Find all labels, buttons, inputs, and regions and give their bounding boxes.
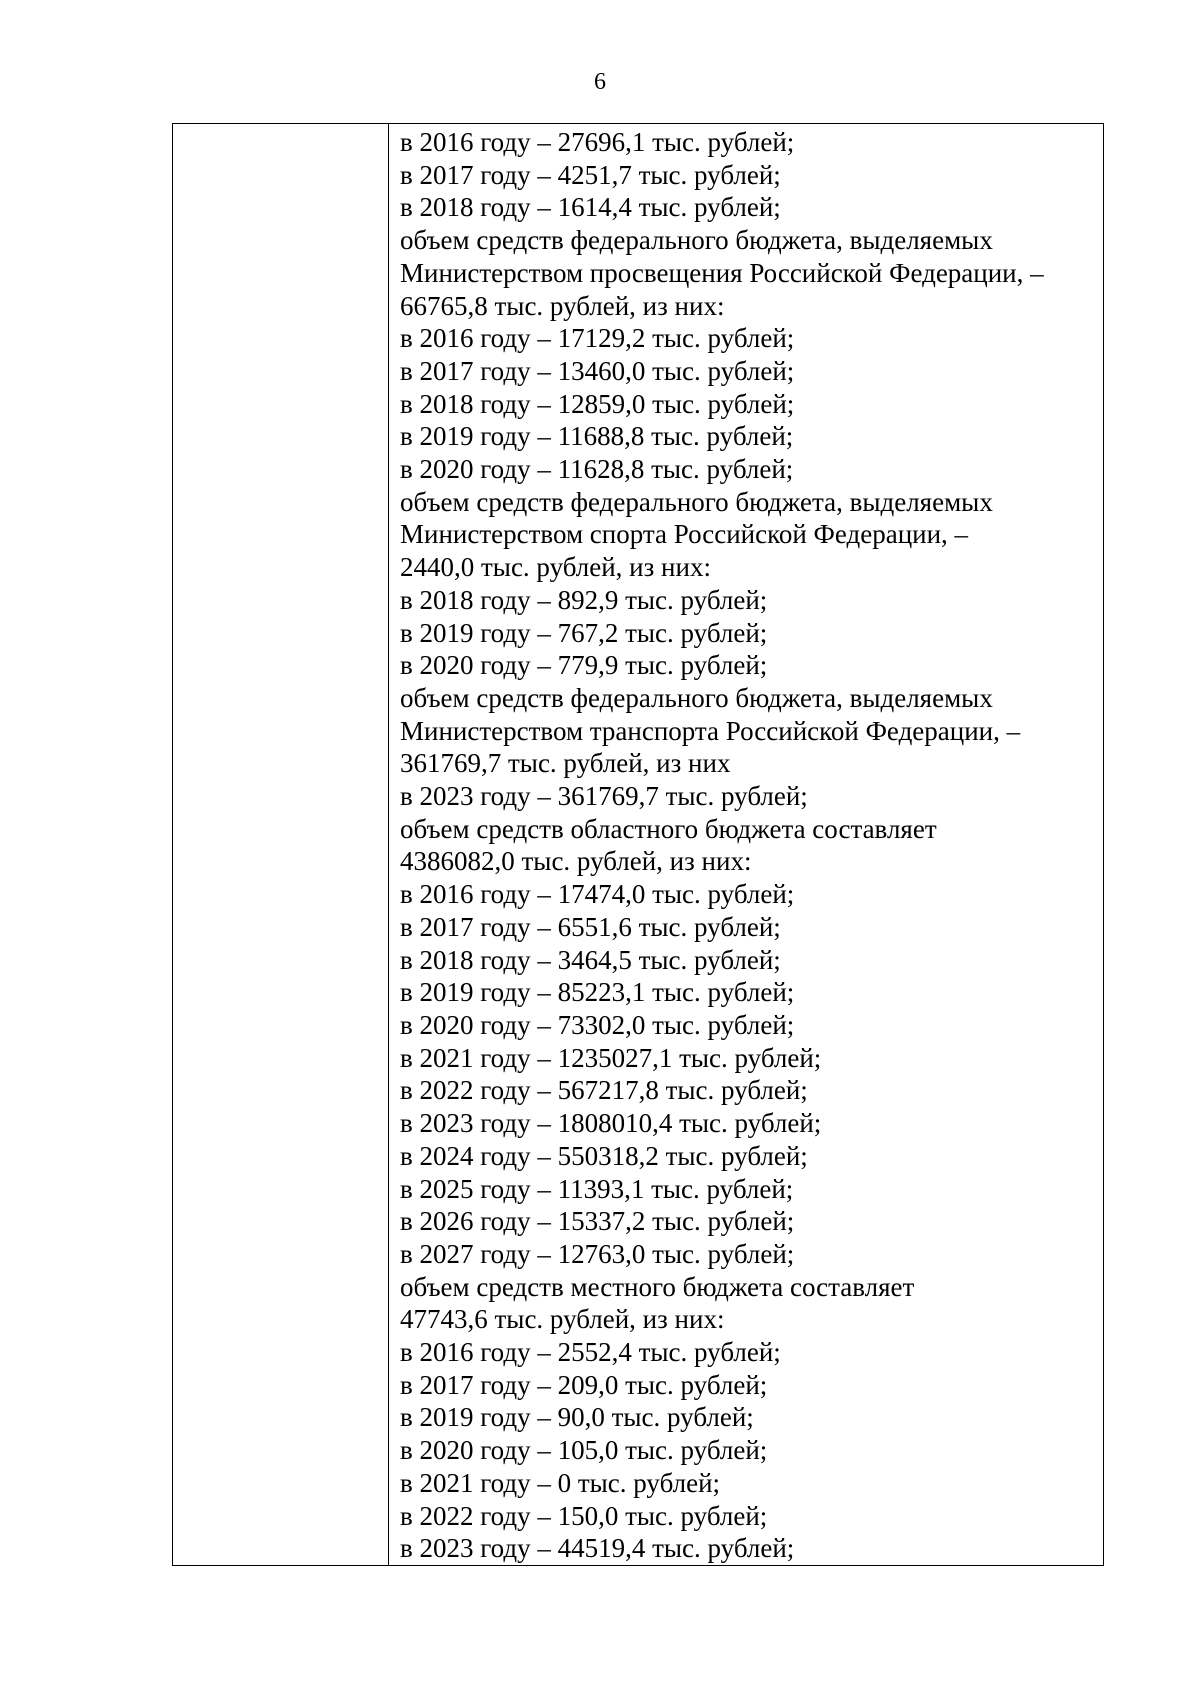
text-line: 4386082,0 тыс. рублей, из них:: [400, 846, 752, 877]
table-left-cell: [173, 124, 389, 1565]
text-line: в 2016 году – 17474,0 тыс. рублей;: [400, 879, 795, 910]
text-line: в 2026 году – 15337,2 тыс. рублей;: [400, 1206, 795, 1237]
text-line: объем средств федерального бюджета, выделяемых: [400, 682, 993, 713]
text-line: в 2016 году – 17129,2 тыс. рублей;: [400, 323, 795, 354]
text-line: в 2021 году – 0 тыс. рублей;: [400, 1467, 721, 1498]
text-line: в 2021 году – 1235027,1 тыс. рублей;: [400, 1042, 822, 1073]
text-line: Министерством транспорта Российской Федерации, –: [400, 715, 1021, 746]
text-line: в 2020 году – 11628,8 тыс. рублей;: [400, 454, 794, 485]
text-line: в 2019 году – 767,2 тыс. рублей;: [400, 617, 768, 648]
text-line: в 2024 году – 550318,2 тыс. рублей;: [400, 1140, 808, 1171]
text-line: в 2023 году – 44519,4 тыс. рублей;: [400, 1533, 795, 1564]
funding-table: [172, 123, 1104, 1566]
text-line: в 2023 году – 1808010,4 тыс. рублей;: [400, 1108, 822, 1139]
text-line: в 2023 году – 361769,7 тыс. рублей;: [400, 781, 808, 812]
text-line: в 2020 году – 779,9 тыс. рублей;: [400, 650, 768, 681]
text-line: в 2018 году – 3464,5 тыс. рублей;: [400, 944, 781, 975]
text-line: в 2022 году – 150,0 тыс. рублей;: [400, 1500, 768, 1531]
text-line: Министерством просвещения Российской Федерации, –: [400, 257, 1044, 288]
text-line: в 2020 году – 73302,0 тыс. рублей;: [400, 1009, 795, 1040]
text-line: в 2022 году – 567217,8 тыс. рублей;: [400, 1075, 808, 1106]
text-line: 361769,7 тыс. рублей, из них: [400, 748, 731, 779]
text-line: в 2016 году – 27696,1 тыс. рублей;: [400, 127, 795, 157]
text-line: в 2017 году – 13460,0 тыс. рублей;: [400, 355, 795, 386]
text-line: в 2025 году – 11393,1 тыс. рублей;: [400, 1173, 794, 1204]
text-line: объем средств федерального бюджета, выделяемых: [400, 225, 993, 256]
text-line: 66765,8 тыс. рублей, из них:: [400, 290, 725, 321]
text-line: в 2019 году – 85223,1 тыс. рублей;: [400, 977, 795, 1008]
text-line: объем средств местного бюджета составляет: [400, 1271, 915, 1302]
text-line: в 2017 году – 4251,7 тыс. рублей;: [400, 159, 781, 190]
text-line: в 2020 году – 105,0 тыс. рублей;: [400, 1435, 768, 1466]
table-right-cell: [389, 124, 1103, 1565]
text-line: в 2017 году – 209,0 тыс. рублей;: [400, 1369, 768, 1400]
text-line: в 2017 году – 6551,6 тыс. рублей;: [400, 911, 781, 942]
text-line: Министерством спорта Российской Федерации, –: [400, 519, 969, 550]
text-line: в 2018 году – 1614,4 тыс. рублей;: [400, 192, 781, 223]
text-line: объем средств областного бюджета составляет: [400, 813, 937, 844]
text-line: 2440,0 тыс. рублей, из них:: [400, 552, 711, 583]
text-line: в 2018 году – 12859,0 тыс. рублей;: [400, 388, 795, 419]
text-line: в 2016 году – 2552,4 тыс. рублей;: [400, 1337, 781, 1368]
text-line: объем средств федерального бюджета, выделяемых: [400, 486, 993, 517]
text-line: в 2027 году – 12763,0 тыс. рублей;: [400, 1238, 795, 1269]
text-line: 47743,6 тыс. рублей, из них:: [400, 1304, 725, 1335]
text-line: в 2019 году – 90,0 тыс. рублей;: [400, 1402, 754, 1433]
page-number: 6: [594, 69, 606, 95]
text-line: в 2019 году – 11688,8 тыс. рублей;: [400, 421, 794, 452]
text-line: в 2018 году – 892,9 тыс. рублей;: [400, 584, 768, 615]
